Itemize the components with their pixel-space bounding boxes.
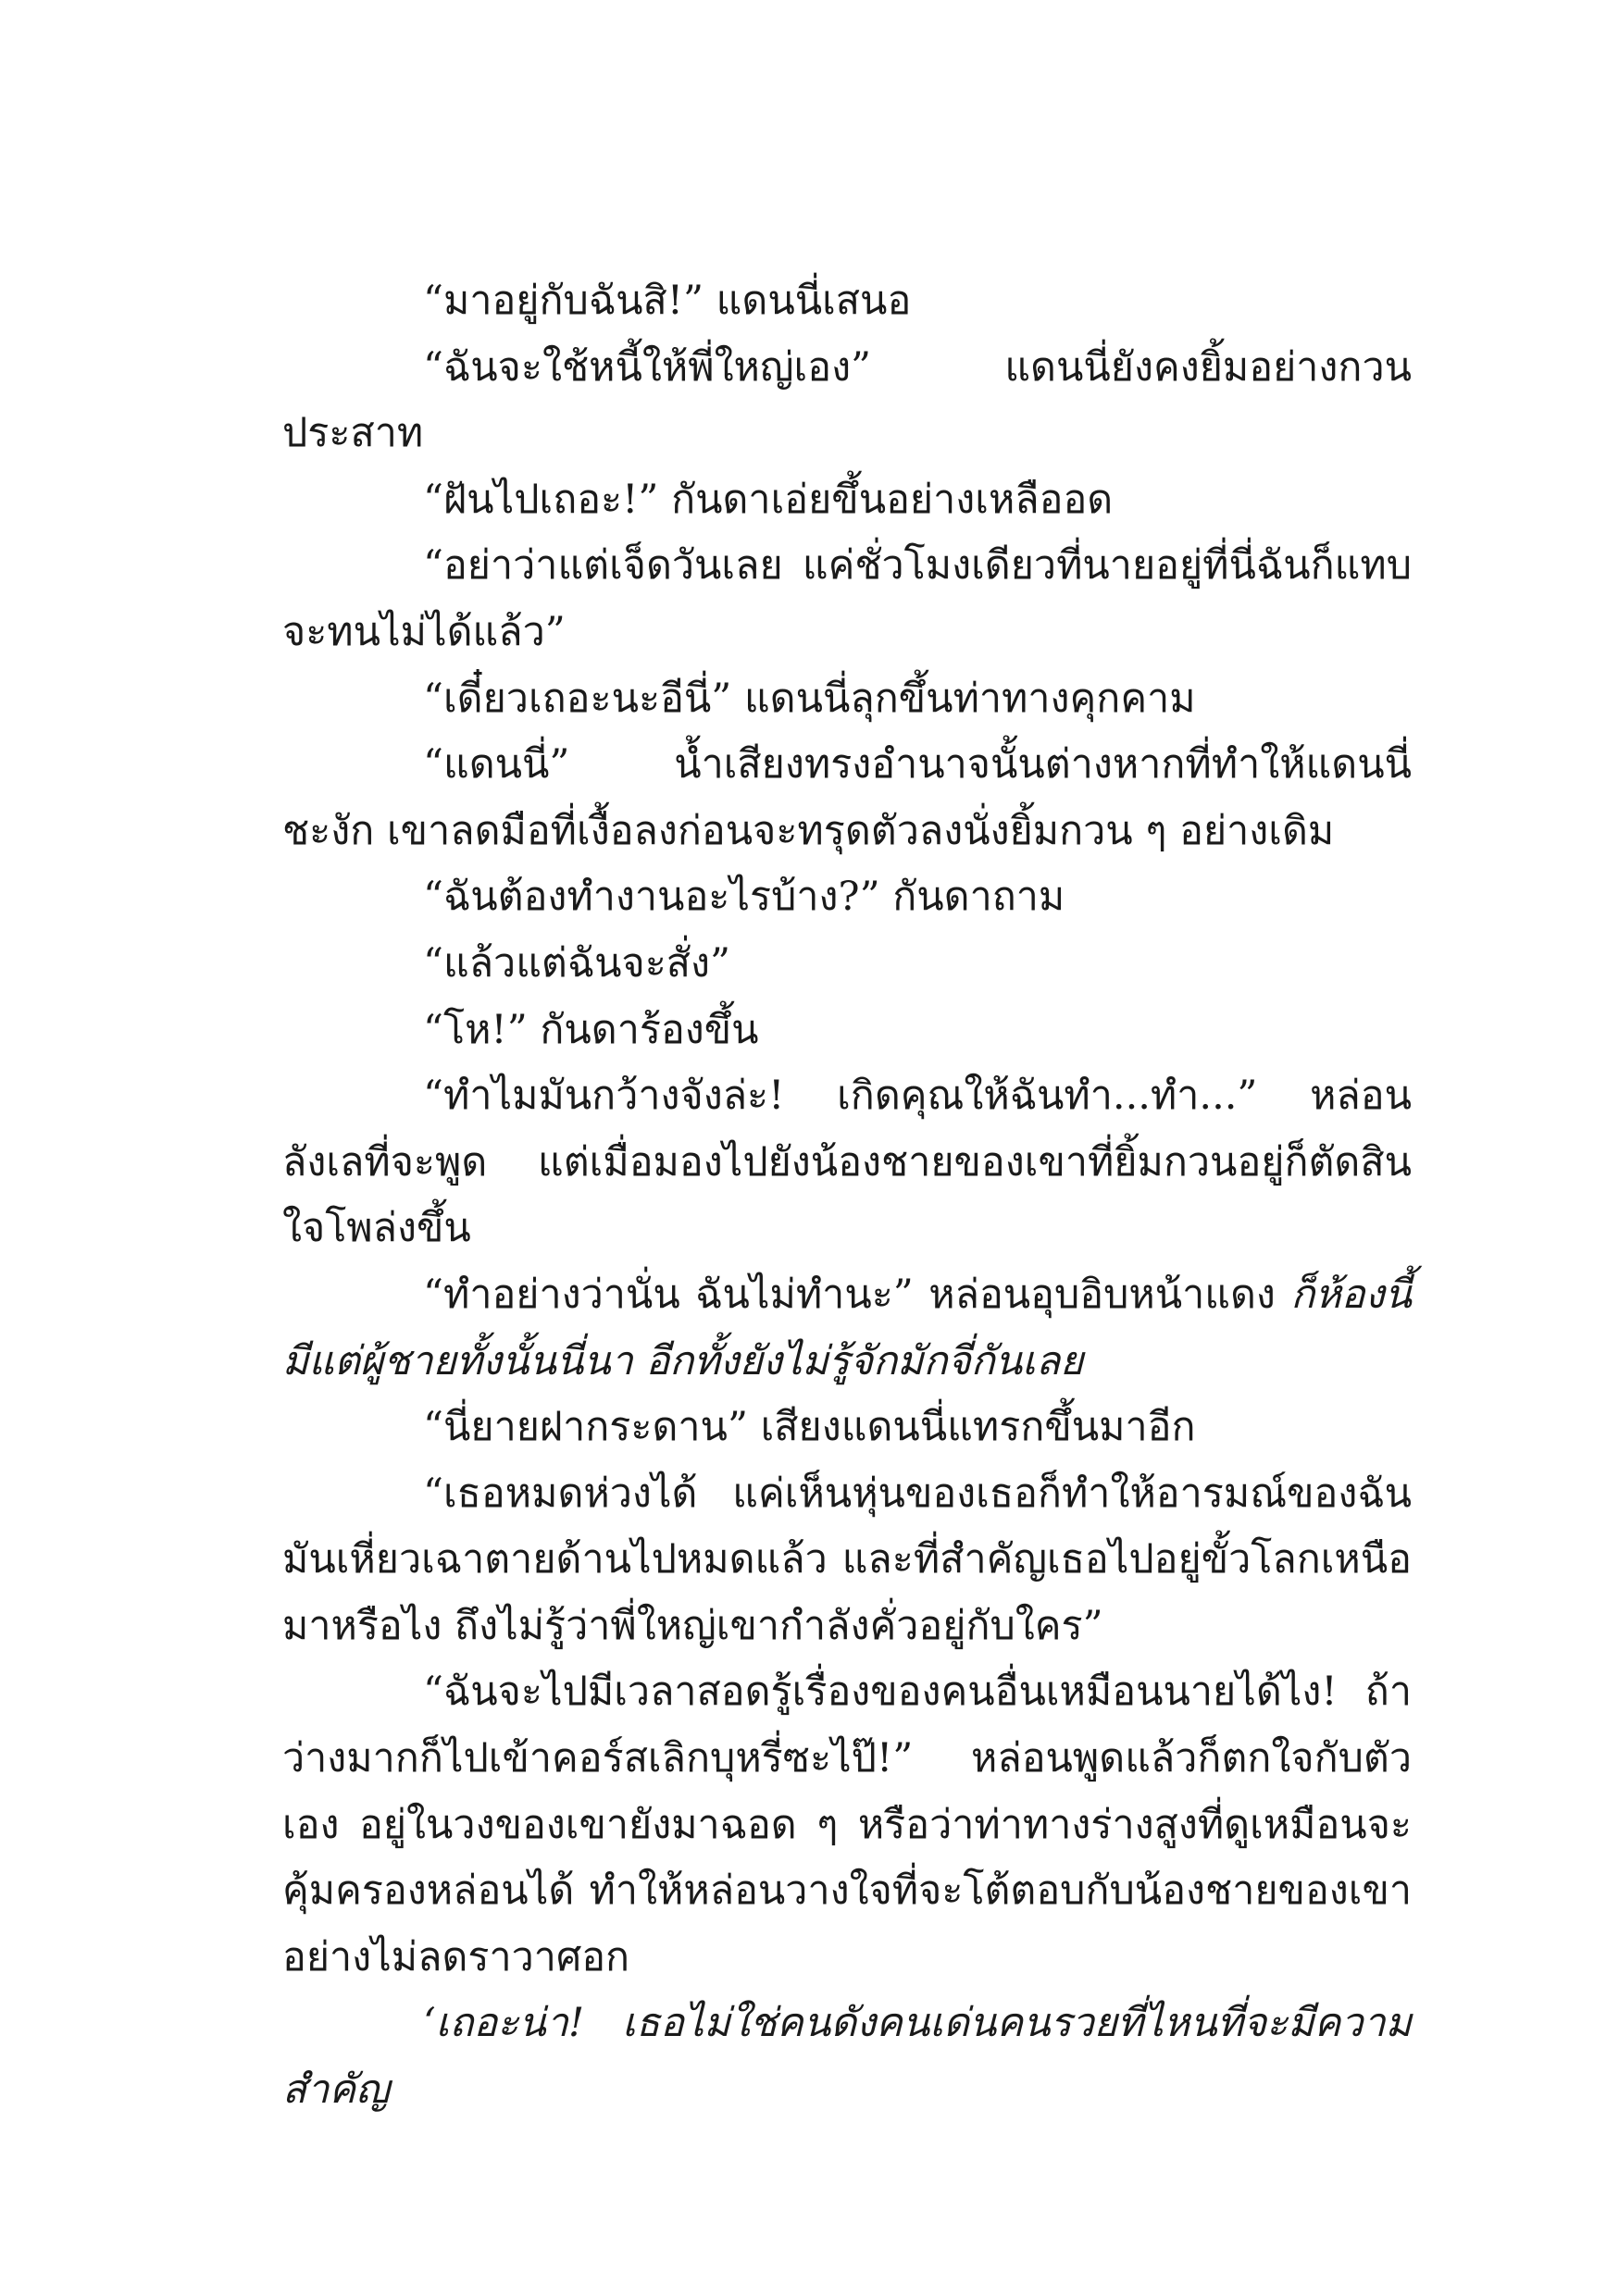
paragraph (282, 864, 1412, 931)
italic-text-segment: ‘เถอะน่า! เธอไม่ใช่คนดังคนเด่นคนรวยที่ไหนที่จะมีความสำคัญ (282, 2000, 1412, 2114)
text-segment: “เธอหมดห่วงได้ แค่เห็นหุ่นของเธอก็ทำให้อารมณ์ของฉันมันเหี่ยวเฉาตายด้านไปหมดแล้ว และที่สำคัญเธอไปอยู่ขั้วโลกเหนือมาหรือไง ถึงไม่รู้ว่าพี่ใหญ่เขากำลังคั่วอยู่กับใคร” (282, 1470, 1412, 1649)
paragraph (282, 533, 1412, 665)
paragraph (282, 1659, 1412, 1991)
text-segment: “ฉันจะใช้หนี้ให้พี่ใหญ่เอง” แดนนี่ยังคงยิ้มอย่างกวนประสาท (282, 343, 1412, 457)
paragraph (282, 1991, 1412, 2123)
paragraph (282, 268, 1412, 335)
body-text (282, 268, 1412, 2124)
text-segment: “ฉันต้องทำงานอะไรบ้าง?” กันดาถาม (423, 874, 1065, 921)
text-segment: “ฝันไปเถอะ!” กันดาเอ่ยขึ้นอย่างเหลืออด (423, 476, 1114, 523)
text-segment: “โห!” กันดาร้องขึ้น (423, 1006, 759, 1053)
text-segment: “แล้วแต่ฉันจะสั่ง” (423, 939, 731, 987)
text-segment: “อย่าว่าแต่เจ็ดวันเลย แค่ชั่วโมงเดียวที่นายอยู่ที่นี่ฉันก็แทบจะทนไม่ได้แล้ว” (282, 542, 1412, 655)
paragraph (282, 467, 1412, 534)
text-segment: “มาอยู่กับฉันสิ!” แดนนี่เสนอ (423, 278, 912, 324)
paragraph (282, 1262, 1412, 1395)
paragraph (282, 998, 1412, 1064)
paragraph (282, 1063, 1412, 1262)
paragraph (282, 1395, 1412, 1461)
paragraph (282, 732, 1412, 864)
text-segment: “ทำอย่างว่านั่น ฉันไม่ทำนะ” หล่อนอุบอิบหน้าแดง (423, 1271, 1291, 1318)
paragraph (282, 335, 1412, 467)
paragraph (282, 1461, 1412, 1660)
text-segment: “แดนนี่” น้ำเสียงทรงอำนาจนั้นต่างหากที่ทำให้แดนนี่ชะงัก เขาลดมือที่เงื้อลงก่อนจะทรุดตัวลงนั่งยิ้มกวน ๆ อย่างเดิม (282, 741, 1412, 854)
paragraph (282, 666, 1412, 733)
italic-text-segment: ก็ห้องนี้มีแต่ผู้ชายทั้งนั้นนี่นา อีกทั้งยังไม่รู้จักมักจี่กันเลย (282, 1271, 1412, 1384)
text-segment: “ทำไมมันกว้างจังล่ะ! เกิดคุณให้ฉันทำ...ทำ...” หล่อนลังเลที่จะพูด แต่เมื่อมองไปยังน้องชายของเขาที่ยิ้มกวนอยู่ก็ตัดสินใจโพล่งขึ้น (282, 1073, 1412, 1252)
text-segment: “นี่ยายฝากระดาน” เสียงแดนนี่แทรกขึ้นมาอีก (423, 1404, 1196, 1451)
paragraph (282, 931, 1412, 998)
text-segment: “ฉันจะไปมีเวลาสอดรู้เรื่องของคนอื่นเหมือนนายได้ไง! ถ้าว่างมากก็ไปเข้าคอร์สเลิกบุหรี่ซะไป๊!” หล่อนพูดแล้วก็ตกใจกับตัวเอง อยู่ในวงของเขายังมาฉอด ๆ หรือว่าท่าทางร่างสูงที่ดูเหมือนจะคุ้มครองหล่อนได้ ทำให้หล่อนวางใจที่จะโต้ตอบกับน้องชายของเขาอย่างไม่ลดราวาศอก (282, 1669, 1412, 1980)
text-segment: “เดี๋ยวเถอะนะอีนี่” แดนนี่ลุกขึ้นท่าทางคุกคาม (423, 675, 1196, 722)
